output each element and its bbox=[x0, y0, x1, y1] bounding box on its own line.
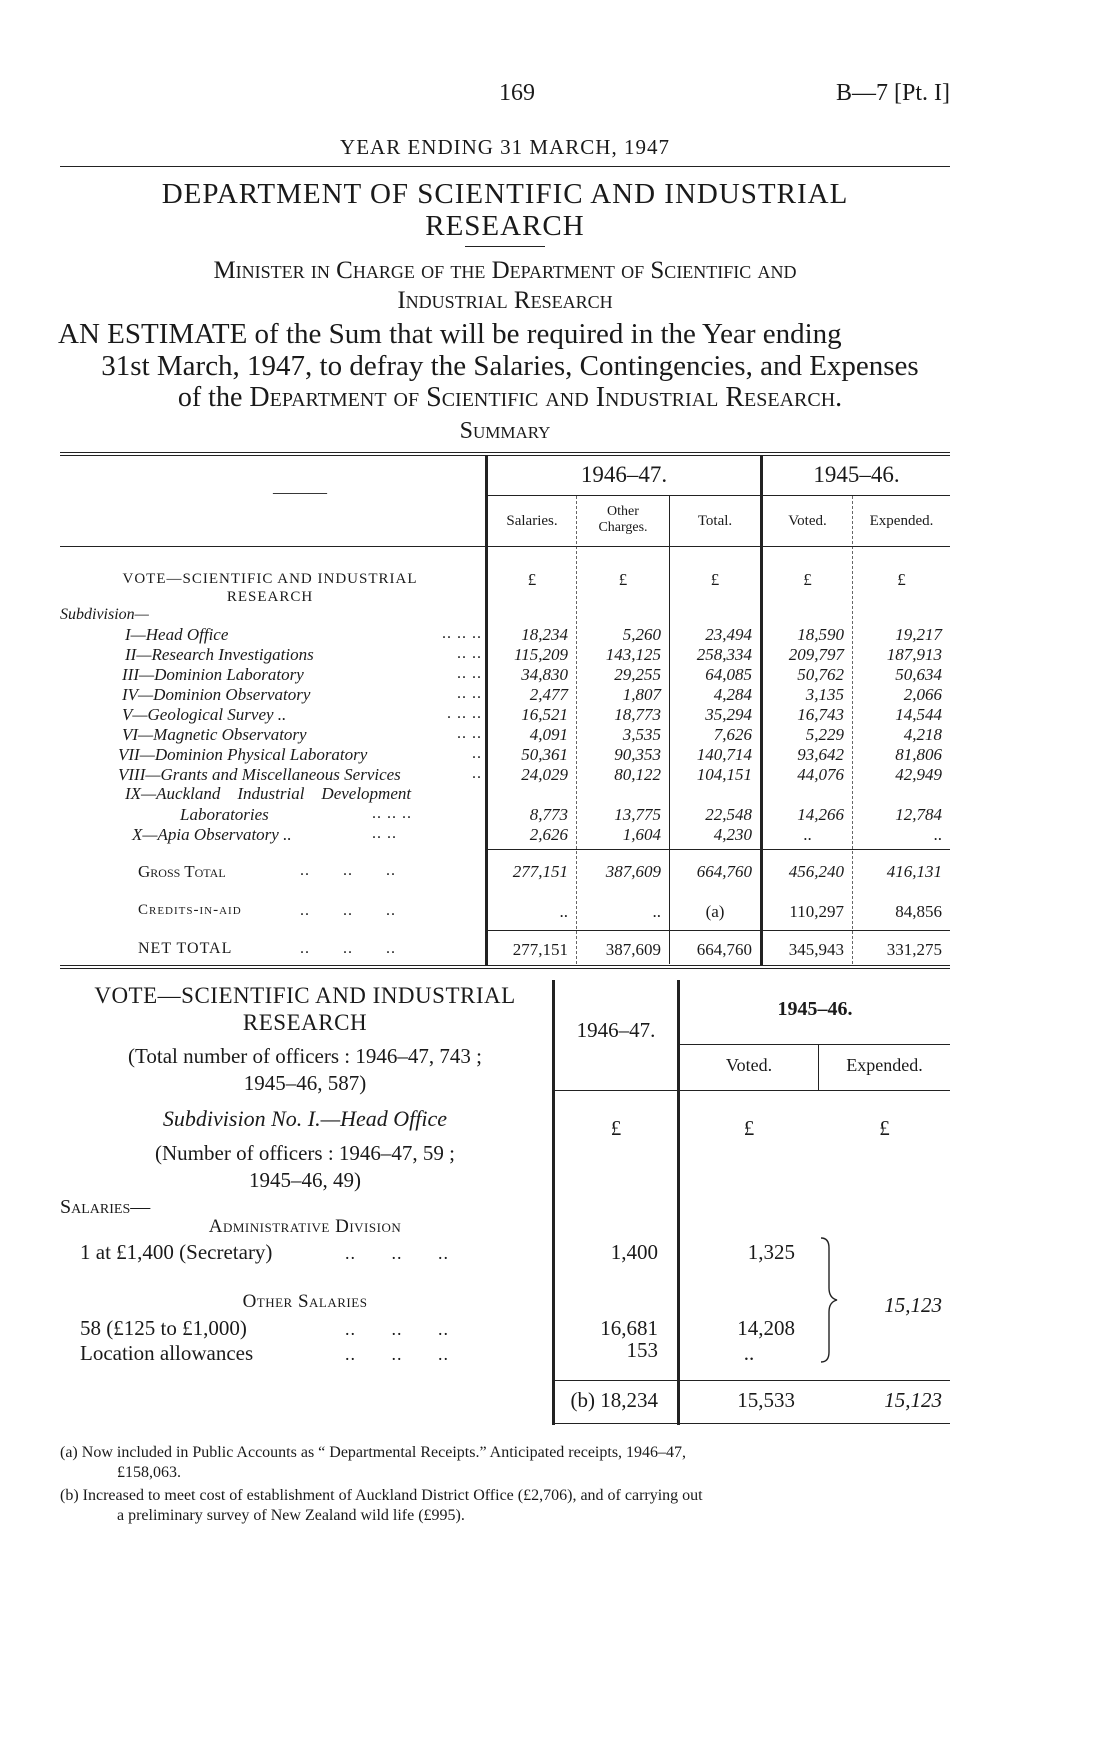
other-salaries-heading: Other Salaries bbox=[242, 1291, 368, 1312]
table-bottom-rule bbox=[60, 968, 950, 969]
rule bbox=[60, 546, 950, 547]
year-header-current: 1946–47. bbox=[580, 462, 668, 487]
cell-expended: 4,218 bbox=[903, 725, 942, 744]
estimate-line-1: AN ESTIMATE of the Sum that will be required in the Year ending bbox=[58, 318, 842, 350]
cell-expended: 2,066 bbox=[903, 685, 942, 704]
pound-sign: £ bbox=[743, 1116, 755, 1140]
gross-voted: 456,240 bbox=[788, 862, 844, 881]
leader-dots: .. .. .. bbox=[345, 1344, 449, 1364]
cell-other-charges: 18,773 bbox=[614, 705, 661, 724]
rule bbox=[488, 495, 950, 496]
vote-title: VOTE—SCIENTIFIC AND INDUSTRIAL RESEARCH bbox=[94, 983, 516, 1035]
cell-salaries: 50,361 bbox=[521, 745, 568, 764]
rule bbox=[488, 930, 950, 931]
subdivision-total: (b) 18,234 bbox=[570, 1388, 658, 1412]
row-label: II—Research Investigations bbox=[125, 645, 314, 664]
summary-heading: Summary bbox=[459, 418, 551, 444]
cell-other-charges: 5,260 bbox=[622, 625, 661, 644]
cell-voted: .. bbox=[803, 825, 812, 844]
admin-division-heading: Administrative Division bbox=[208, 1216, 402, 1237]
cell-total: 4,284 bbox=[713, 685, 752, 704]
cell-salaries: 18,234 bbox=[521, 625, 568, 644]
department-title-cont: RESEARCH bbox=[425, 210, 585, 242]
cell-other-charges: 29,255 bbox=[614, 665, 661, 684]
cell-voted: 5,229 bbox=[805, 725, 844, 744]
cell-other-charges: 1,807 bbox=[622, 685, 661, 704]
year-header-previous: 1945–46. bbox=[777, 998, 853, 1020]
leader-dots: .. .. .. bbox=[300, 862, 396, 879]
gross-salaries: 277,151 bbox=[512, 862, 568, 881]
net-voted: 345,943 bbox=[788, 940, 844, 959]
subdivision-total-voted: 15,533 bbox=[737, 1388, 795, 1412]
cell-expended: 42,949 bbox=[895, 765, 942, 784]
other-salaries-line: 58 (£125 to £1,000) bbox=[80, 1316, 247, 1340]
leader-dots: .. .. bbox=[457, 645, 482, 662]
cell-other-charges: 90,353 bbox=[614, 745, 661, 764]
table-top-rule bbox=[60, 455, 950, 456]
cell-total: 258,334 bbox=[696, 645, 752, 664]
cell-expended: .. bbox=[933, 825, 942, 844]
pound-sign: £ bbox=[610, 1116, 622, 1140]
cell-total: 104,151 bbox=[696, 765, 752, 784]
cell-voted: 44,076 bbox=[797, 765, 844, 784]
cell-total: 140,714 bbox=[696, 745, 752, 764]
cell-other-charges: 3,535 bbox=[622, 725, 661, 744]
net-total-label: NET TOTAL bbox=[138, 940, 233, 957]
cell-salaries: 24,029 bbox=[521, 765, 568, 784]
leader-dots: .. bbox=[472, 765, 482, 782]
cell-total: 64,085 bbox=[705, 665, 752, 684]
leader-dots: .. .. .. bbox=[300, 940, 396, 957]
cell-total: 22,548 bbox=[705, 805, 752, 824]
pound-sign: £ bbox=[618, 570, 628, 589]
other-salaries-amount: 16,681 bbox=[600, 1316, 658, 1340]
cell-voted: 14,266 bbox=[797, 805, 844, 824]
cell-salaries: 2,477 bbox=[529, 685, 568, 704]
cell-expended: 12,784 bbox=[895, 805, 942, 824]
col-header-voted: Voted. bbox=[725, 1055, 773, 1075]
col-header-salaries: Salaries. bbox=[506, 513, 558, 529]
credits-other-charges: .. bbox=[652, 902, 661, 921]
rule bbox=[488, 849, 950, 850]
rule bbox=[555, 1380, 950, 1381]
officers-count: (Total number of officers : 1946–47, 743 ; 1945–46, 587) bbox=[128, 1044, 482, 1095]
grouping-brace-icon bbox=[815, 1236, 845, 1366]
table-bottom-rule bbox=[60, 965, 950, 966]
footnote-b: (b) Increased to meet cost of establishment of Auckland District Office (£2,706), and of carrying out a preliminary survey of New Zealand wild life (£995). bbox=[60, 1487, 703, 1524]
gross-other-charges: 387,609 bbox=[605, 862, 661, 881]
credits-salaries: .. bbox=[559, 902, 568, 921]
rule bbox=[680, 1044, 950, 1045]
year-header-current: 1946–47. bbox=[576, 1018, 656, 1042]
year-line: YEAR ENDING 31 MARCH, 1947 bbox=[340, 135, 670, 159]
leader-dots: .. .. bbox=[457, 665, 482, 682]
document-reference: B—7 [Pt. I] bbox=[836, 80, 950, 106]
cell-voted: 16,743 bbox=[797, 705, 844, 724]
cell-salaries: 16,521 bbox=[521, 705, 568, 724]
cell-voted: 209,797 bbox=[788, 645, 844, 664]
minister-line-cont: Industrial Research bbox=[397, 287, 613, 314]
cell-total: 4,230 bbox=[713, 825, 752, 844]
secretary-line: 1 at £1,400 (Secretary) bbox=[80, 1240, 273, 1264]
leader-dots: .. .. bbox=[457, 725, 482, 742]
rule bbox=[465, 246, 545, 247]
subdivision-total-expended: 15,123 bbox=[884, 1388, 942, 1412]
credits-total-note: (a) bbox=[705, 902, 725, 921]
leader-dots: . .. .. bbox=[447, 705, 482, 722]
subdivision-officers: (Number of officers : 1946–47, 59 ; 1945–46, 49) bbox=[155, 1141, 455, 1192]
row-label: X—Apia Observatory .. bbox=[132, 825, 292, 844]
gross-total: 664,760 bbox=[696, 862, 752, 881]
gross-expended: 416,131 bbox=[886, 862, 942, 881]
row-label-cont: Laboratories bbox=[180, 805, 269, 824]
col-header-expended: Expended. bbox=[869, 513, 934, 529]
stub-dash: ——— bbox=[273, 482, 327, 502]
location-allowances-amount: 153 bbox=[626, 1338, 658, 1362]
cell-voted: 50,762 bbox=[797, 665, 844, 684]
leader-dots: .. bbox=[472, 745, 482, 762]
pound-sign: £ bbox=[710, 570, 720, 589]
estimate-line-3: of the Department of Scientific and Industrial Research. bbox=[177, 382, 843, 413]
row-label: IX—Auckland Industrial Development bbox=[125, 784, 412, 803]
cell-other-charges: 1,604 bbox=[622, 825, 661, 844]
col-header-other-charges: Other Charges. bbox=[598, 504, 648, 535]
department-title: DEPARTMENT OF SCIENTIFIC AND INDUSTRIAL bbox=[161, 178, 849, 210]
credits-voted: 110,297 bbox=[789, 902, 844, 921]
bracket-expended: 15,123 bbox=[884, 1293, 942, 1317]
pound-sign: £ bbox=[897, 570, 906, 589]
leader-dots: .. .. .. bbox=[442, 625, 482, 642]
row-label: I—Head Office bbox=[125, 625, 229, 644]
rule bbox=[60, 166, 950, 167]
credits-label: Credits-in-aid bbox=[138, 902, 242, 918]
minister-line: Minister in Charge of the Department of Scientific and bbox=[213, 257, 797, 284]
vote-label: VOTE—SCIENTIFIC AND INDUSTRIAL RESEARCH bbox=[122, 571, 418, 605]
row-label: IV—Dominion Observatory bbox=[122, 685, 311, 704]
footnote-a: (a) Now included in Public Accounts as “ Departmental Receipts.” Anticipated receipts, 1946–47, £158,063. bbox=[60, 1444, 687, 1481]
cell-expended: 81,806 bbox=[895, 745, 942, 764]
cell-salaries: 2,626 bbox=[529, 825, 568, 844]
row-label: VI—Magnetic Observatory bbox=[122, 725, 307, 744]
net-salaries: 277,151 bbox=[512, 940, 568, 959]
net-total: 664,760 bbox=[696, 940, 752, 959]
col-header-total: Total. bbox=[697, 513, 733, 529]
cell-total: 35,294 bbox=[705, 705, 752, 724]
cell-expended: 19,217 bbox=[895, 625, 942, 644]
rule bbox=[555, 1423, 950, 1424]
cell-expended: 187,913 bbox=[886, 645, 942, 664]
page-number: 169 bbox=[499, 80, 535, 106]
cell-expended: 14,544 bbox=[895, 705, 942, 724]
cell-expended: 50,634 bbox=[895, 665, 942, 684]
salaries-heading: Salaries— bbox=[60, 1196, 151, 1218]
leader-dots: .. .. .. bbox=[372, 805, 412, 822]
leader-dots: .. .. .. bbox=[345, 1319, 449, 1339]
cell-total: 7,626 bbox=[713, 725, 752, 744]
leader-dots: .. .. bbox=[457, 685, 482, 702]
cell-salaries: 34,830 bbox=[521, 665, 568, 684]
net-expended: 331,275 bbox=[886, 940, 942, 959]
cell-salaries: 4,091 bbox=[529, 725, 568, 744]
row-label: III—Dominion Laboratory bbox=[122, 665, 304, 684]
leader-dots: .. .. .. bbox=[345, 1243, 449, 1263]
credits-expended: 84,856 bbox=[895, 902, 942, 921]
gross-total-label: Gross Total bbox=[138, 862, 226, 881]
estimate-line-2: 31st March, 1947, to defray the Salaries, Contingencies, and Expenses bbox=[101, 350, 919, 382]
row-label: VII—Dominion Physical Laboratory bbox=[118, 745, 368, 764]
pound-sign: £ bbox=[803, 570, 812, 589]
cell-other-charges: 80,122 bbox=[614, 765, 661, 784]
cell-voted: 3,135 bbox=[805, 685, 844, 704]
leader-dots: .. .. .. bbox=[300, 902, 396, 919]
cell-total: 23,494 bbox=[705, 625, 752, 644]
rule bbox=[555, 1090, 950, 1091]
cell-salaries: 8,773 bbox=[529, 805, 568, 824]
location-allowances-line: Location allowances bbox=[80, 1341, 254, 1365]
location-allowances-voted: .. bbox=[743, 1341, 755, 1365]
leader-dots: .. .. bbox=[372, 825, 397, 842]
table-top-rule bbox=[60, 452, 950, 453]
cell-salaries: 115,209 bbox=[514, 645, 568, 664]
cell-other-charges: 13,775 bbox=[614, 805, 661, 824]
subdivision-heading: Subdivision No. I.—Head Office bbox=[162, 1106, 448, 1131]
net-other-charges: 387,609 bbox=[605, 940, 661, 959]
year-header-previous: 1945–46. bbox=[813, 462, 900, 487]
pound-sign: £ bbox=[879, 1116, 890, 1140]
row-label: VIII—Grants and Miscellaneous Services bbox=[118, 765, 401, 784]
col-header-voted: Voted. bbox=[788, 513, 827, 529]
pound-sign: £ bbox=[527, 570, 537, 589]
cell-voted: 18,590 bbox=[797, 625, 844, 644]
cell-other-charges: 143,125 bbox=[605, 645, 661, 664]
secretary-amount: 1,400 bbox=[610, 1240, 658, 1264]
cell-voted: 93,642 bbox=[797, 745, 844, 764]
col-header-expended: Expended. bbox=[846, 1055, 923, 1075]
secretary-voted: 1,325 bbox=[747, 1240, 795, 1264]
subdivision-label: Subdivision— bbox=[60, 606, 149, 623]
row-label: V—Geological Survey .. bbox=[122, 705, 287, 724]
other-salaries-voted: 14,208 bbox=[737, 1316, 795, 1340]
